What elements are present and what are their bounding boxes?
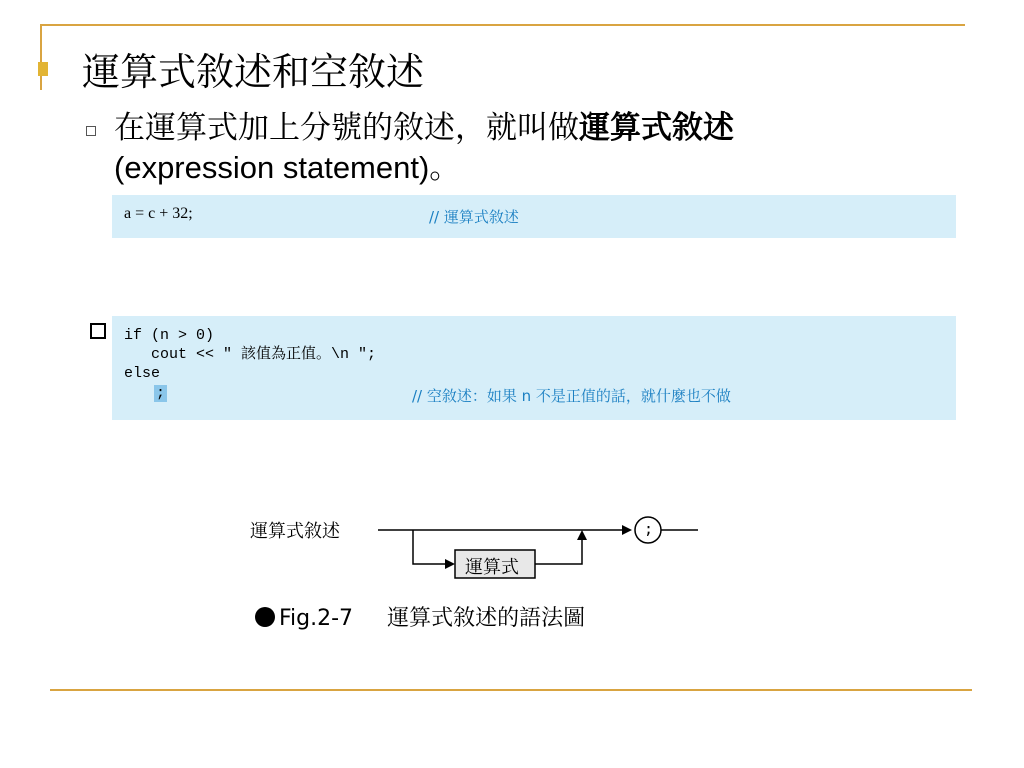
- figure-caption: [255, 605, 585, 633]
- diagram-label-left: 運算式敘述: [250, 521, 340, 542]
- slide-title: 運算式敘述和空敘述: [82, 50, 425, 94]
- syntax-diagram: [250, 500, 710, 590]
- code-comment-empty: // 空敘述：如果 n 不是正值的話，就什麼也不做: [412, 387, 731, 405]
- bullet-text-line2: (expression statement)。: [114, 150, 461, 185]
- code-line-cout: cout << " 該值為正值。\n ";: [124, 346, 377, 363]
- code-box-empty-statement: [112, 316, 956, 420]
- code-statement: a = c + 32;: [124, 205, 193, 222]
- diagram-box-label: 運算式: [465, 557, 519, 578]
- figure-caption-text: 運算式敘述的語法圖: [387, 606, 586, 631]
- bottom-rule: [50, 689, 972, 691]
- bullet-text-bold: 運算式敘述: [579, 110, 734, 146]
- figure-number: Fig.2-7: [279, 606, 354, 631]
- code-line-else: else: [124, 365, 161, 382]
- title-bullet: [38, 62, 48, 76]
- bullet-text: [114, 110, 734, 146]
- top-rule: [40, 24, 965, 26]
- code-comment: // 運算式敘述: [429, 208, 519, 226]
- checkbox-bullet-icon: [90, 323, 106, 339]
- square-bullet-icon: [86, 126, 96, 136]
- bullet-dot-icon: [255, 607, 275, 627]
- code-box-expression: [112, 195, 956, 238]
- left-rule: [40, 24, 42, 90]
- code-empty-semicolon: ;: [156, 385, 166, 402]
- bullet-text-plain: 在運算式加上分號的敘述，就叫做: [114, 110, 579, 146]
- code-line-if: if (n > 0): [124, 327, 215, 344]
- diagram-terminal: ;: [644, 520, 654, 538]
